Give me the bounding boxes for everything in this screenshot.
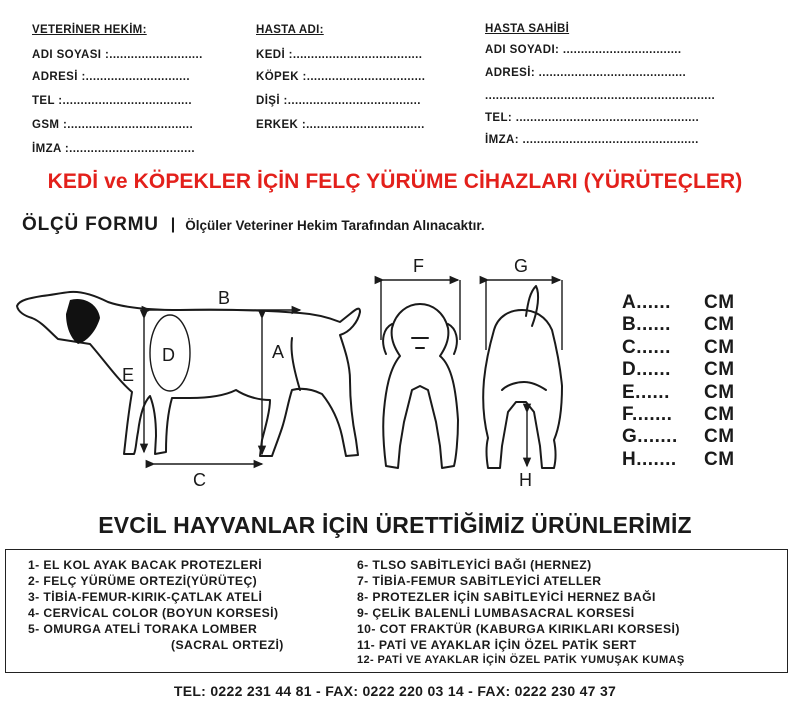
product-item: 11- PATİ VE AYAKLAR İÇİN ÖZEL PATİK SERT <box>357 638 637 652</box>
products-title: EVCİL HAYVANLAR İÇİN ÜRETTİĞİMİZ ÜRÜNLERİMİZ <box>98 512 692 538</box>
product-item: 1- EL KOL AYAK BACAK PROTEZLERİ <box>28 558 263 572</box>
owner-signature-field[interactable]: İMZA: ................................................. <box>485 134 699 146</box>
patient-dog-field[interactable]: KÖPEK :................................. <box>256 71 426 83</box>
vet-tel-field[interactable]: TEL :.................................... <box>32 95 192 107</box>
form-separator: | <box>170 216 176 233</box>
form-title: ÖLÇÜ FORMU <box>22 214 159 235</box>
label-h: H <box>519 470 532 490</box>
product-item: 3- TİBİA-FEMUR-KIRIK-ÇATLAK ATELİ <box>28 590 263 604</box>
owner-header: HASTA SAHİBİ <box>485 23 570 35</box>
vet-name-field[interactable]: ADI SOYASI :.......................... <box>32 49 203 61</box>
label-b: B <box>218 288 231 308</box>
measurement-h[interactable]: H....... CM <box>622 448 735 470</box>
dog-front-view-illustration <box>383 304 458 468</box>
measurement-f[interactable]: F....... CM <box>622 403 735 425</box>
product-item: 8- PROTEZLER İÇİN SABİTLEYİCİ HERNEZ BAĞI <box>357 590 656 604</box>
label-d: D <box>162 345 175 365</box>
patient-female-field[interactable]: DİŞİ :..................................... <box>256 95 421 107</box>
patient-cat-field[interactable]: KEDİ :.................................... <box>256 49 423 61</box>
dog-rear-view-illustration <box>483 286 562 468</box>
measurement-diagram <box>0 240 610 500</box>
patient-male-field[interactable]: ERKEK :................................. <box>256 119 425 131</box>
measurement-d[interactable]: D...... CM <box>622 359 735 381</box>
contact-phone-fax: TEL: 0222 231 44 81 - FAX: 0222 220 03 14 - FAX: 0222 230 47 37 <box>173 683 617 699</box>
measurement-list <box>622 292 762 471</box>
dog-ear-icon <box>66 299 100 344</box>
product-item: 7- TİBİA-FEMUR SABİTLEYİCİ ATELLER <box>357 574 602 588</box>
product-item: 10- COT FRAKTÜR (KABURGA KIRIKLARI KORSESİ) <box>357 622 680 636</box>
owner-tel-field[interactable]: TEL: ................................................... <box>485 112 700 124</box>
label-e: E <box>122 365 135 385</box>
owner-name-field[interactable]: ADI SOYADI: ................................. <box>485 44 682 56</box>
main-title: KEDİ ve KÖPEKLER İÇİN FELÇ YÜRÜME CİHAZLARI (YÜRÜTEÇLER) <box>47 170 743 193</box>
measurement-e[interactable]: E...... CM <box>622 381 735 403</box>
product-item: 4- CERVİCAL COLOR (BOYUN KORSESİ) <box>28 606 279 620</box>
vet-signature-field[interactable]: İMZA :................................... <box>32 143 195 155</box>
patient-header: HASTA ADI: <box>256 24 324 36</box>
label-a: A <box>272 342 285 362</box>
measure-g-bracket <box>486 280 562 350</box>
product-item: 9- ÇELİK BALENLİ LUMBASACRAL KORSESİ <box>357 606 635 620</box>
product-item: 6- TLSO SABİTLEYİCİ BAĞI (HERNEZ) <box>357 558 592 572</box>
products-box <box>5 549 788 673</box>
owner-address-line2-field[interactable]: ................................................................ <box>485 90 716 102</box>
label-g: G <box>514 256 529 276</box>
owner-address-field[interactable]: ADRESİ: ......................................... <box>485 67 687 79</box>
measurement-form-header <box>22 214 485 236</box>
measurement-a[interactable]: A...... CM <box>622 292 735 313</box>
product-item: 12- PATİ VE AYAKLAR İÇİN ÖZEL PATİK YUMUŞAK KUMAŞ <box>357 654 685 666</box>
form-subtitle: Ölçüler Veteriner Hekim Tarafından Alınacaktır. <box>185 217 485 233</box>
measurement-b[interactable]: B...... CM <box>622 314 735 336</box>
product-item: (SACRAL ORTEZİ) <box>171 638 284 652</box>
product-item: 2- FELÇ YÜRÜME ORTEZİ(YÜRÜTEÇ) <box>28 574 258 588</box>
measurement-g[interactable]: G....... CM <box>622 426 735 448</box>
product-item: 5- OMURGA ATELİ TORAKA LOMBER <box>28 622 258 636</box>
measurement-c[interactable]: C...... CM <box>622 336 735 358</box>
label-f: F <box>413 256 424 276</box>
label-c: C <box>193 470 206 490</box>
veterinarian-header: VETERİNER HEKİM: <box>32 24 147 36</box>
vet-address-field[interactable]: ADRESİ :............................. <box>32 71 190 83</box>
vet-gsm-field[interactable]: GSM :................................... <box>32 119 194 131</box>
